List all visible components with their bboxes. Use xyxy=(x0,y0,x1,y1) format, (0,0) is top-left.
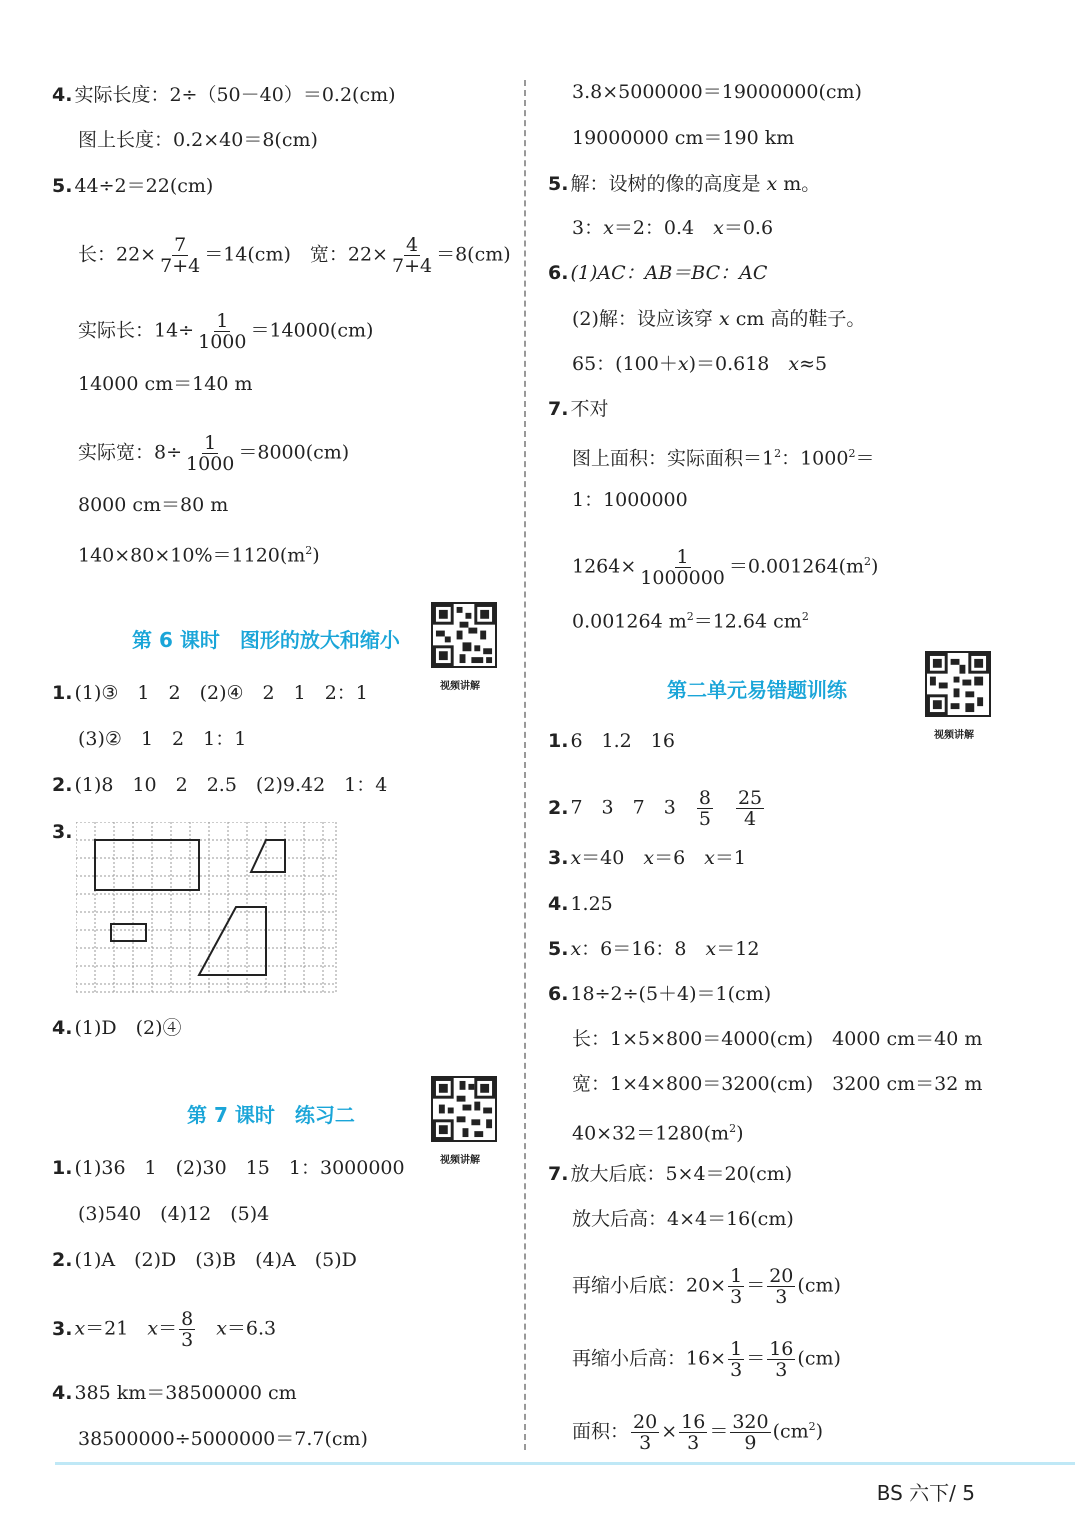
right-q7-line1: 7. 不对 xyxy=(548,398,609,420)
unit-q7-line4: 再缩小后高：16× $\frac{1}{3}$ ＝ $\frac{16}{3}$ (cm) xyxy=(572,1338,841,1381)
right-q6-line3: 65：(100＋x)＝0.618 x≈5 xyxy=(572,353,828,375)
right-q7-line2: 图上面积：实际面积$=1^2$：$1000^2=$ xyxy=(572,447,875,470)
left-q5-line7: $140\times 80\times 10\%=1120(m^2)$ xyxy=(78,544,320,567)
small-trapezoid xyxy=(251,840,285,872)
page-footer: BS 六下/ 5 xyxy=(876,1481,975,1505)
lesson7-title: 第 7 课时 练习二 xyxy=(187,1103,355,1127)
unit-q1: 1. 6 1.2 16 xyxy=(548,730,675,752)
qr-label-unit: 视频讲解 xyxy=(934,730,974,741)
right-q6-line1: 6. (1)AC：AB＝BC：AC xyxy=(548,262,768,284)
l7-q1-line1: 1. (1)36 1 (2)30 15 1：3000000 xyxy=(52,1157,405,1179)
large-rectangle xyxy=(95,840,199,890)
l7-q3-line1: 3. x＝21 x＝ $\frac{8}{3}$ x＝6.3 xyxy=(52,1308,277,1351)
left-q4-line2: 图上长度：0.2×40＝8(cm) xyxy=(78,129,318,151)
qr-code-lesson6[interactable] xyxy=(431,602,497,668)
left-q5-line5: 实际宽：8÷ $\frac{1}{1000}$ ＝8000(cm) xyxy=(78,432,350,475)
unit-q3: 3. x＝40 x＝6 x＝1 xyxy=(548,847,746,869)
l7-q1-line2: (3)540 (4)12 (5)4 xyxy=(78,1203,270,1225)
left-q5-line6: 8000 cm＝80 m xyxy=(78,494,229,516)
small-rectangle xyxy=(111,924,146,941)
left-q5-line2: 长：22× $\frac{7}{7+4}$ ＝14(cm) 宽：22× $\frac{4}{7+4}$ ＝8(cm) xyxy=(78,234,511,277)
right-top-line1: 3.8×5000000＝19000000(cm) xyxy=(572,81,862,103)
qr-code-icon xyxy=(433,604,495,666)
unit-q2: 2. 7 3 7 3 $\frac{8}{5}$ $\frac{25}{4}$ xyxy=(548,787,763,830)
qr-code-icon xyxy=(433,1078,495,1140)
column-divider xyxy=(524,80,526,1450)
unit-q6-line3: 宽：1×4×800＝3200(cm) 3200 cm＝32 m xyxy=(572,1073,983,1095)
right-top-line2: 19000000 cm＝190 km xyxy=(572,127,795,149)
l7-q4-line2: 38500000÷5000000＝7.7(cm) xyxy=(78,1428,368,1450)
l7-q2-line1: 2. (1)A (2)D (3)B (4)A (5)D xyxy=(52,1249,357,1271)
right-q7-line3: 1：1000000 xyxy=(572,489,688,511)
l6-q1-line1: 1. (1)③ 1 2 (2)④ 2 1 2：1 xyxy=(52,682,368,704)
right-q5-line2: 3：x＝2：0.4 x＝0.6 xyxy=(572,217,774,239)
right-q6-line2: (2)解：设应该穿 x cm 高的鞋子。 xyxy=(572,308,866,330)
right-q7-line5: 0.001264 $m^2=12.64$ $cm^2$ xyxy=(572,610,809,633)
large-trapezoid xyxy=(199,907,266,975)
left-q5-line3: 实际长：14÷ $\frac{1}{1000}$ ＝14000(cm) xyxy=(78,310,374,353)
unit-q7-line3: 再缩小后底：20× $\frac{1}{3}$ ＝ $\frac{20}{3}$ (cm) xyxy=(572,1265,841,1308)
unit-q6-line1: 6. 18÷2÷(5＋4)＝1(cm) xyxy=(548,983,772,1005)
l7-q4-line1: 4. 385 km＝38500000 cm xyxy=(52,1382,297,1404)
qr-code-lesson7[interactable] xyxy=(431,1076,497,1142)
left-q5-line1: 5. 44÷2＝22(cm) xyxy=(52,175,214,197)
unit-q4: 4. 1.25 xyxy=(548,893,613,915)
unit-q6-line2: 长：1×5×800＝4000(cm) 4000 cm＝40 m xyxy=(572,1028,983,1050)
unit-q5: 5. x：6＝16：8 x＝12 xyxy=(548,938,760,960)
l6-q1-line2: (3)② 1 2 1：1 xyxy=(78,728,247,750)
l6-q3-num: 3. xyxy=(52,821,73,843)
right-q5-line1: 5. 解：设树的像的高度是 x m。 xyxy=(548,173,821,195)
l6-q4-line1: 4. (1)D (2)④ xyxy=(52,1017,182,1039)
unit-title: 第二单元易错题训练 xyxy=(667,678,847,702)
unit-q7-line5: 面积： $\frac{20}{3}$ × $\frac{16}{3}$ ＝ $\frac{320}{9}$ $(cm^2)$ xyxy=(572,1411,824,1454)
unit-q7-line2: 放大后高：4×4＝16(cm) xyxy=(572,1208,794,1230)
qr-code-unit[interactable] xyxy=(925,651,991,717)
left-q4-line1: 4. 实际长度：2÷（50－40）＝0.2(cm) xyxy=(52,84,396,106)
qr-label-lesson7: 视频讲解 xyxy=(440,1155,480,1166)
qr-label-lesson6: 视频讲解 xyxy=(440,681,480,692)
left-q5-line4: 14000 cm＝140 m xyxy=(78,373,253,395)
l6-q2-line1: 2. (1)8 10 2 2.5 (2)9.42 1：4 xyxy=(52,774,388,796)
unit-q7-line1: 7. 放大后底：5×4＝20(cm) xyxy=(548,1163,793,1185)
qr-code-icon xyxy=(927,653,989,715)
footer-rule xyxy=(55,1462,1075,1465)
grid-figure xyxy=(76,822,338,994)
lesson6-title: 第 6 课时 图形的放大和缩小 xyxy=(132,628,400,652)
right-q7-line4: 1264× $\frac{1}{1000000}$ $=0.001264(m^2)$ xyxy=(572,546,879,589)
unit-q6-line4: $40\times 32=1280(m^2)$ xyxy=(572,1122,744,1145)
